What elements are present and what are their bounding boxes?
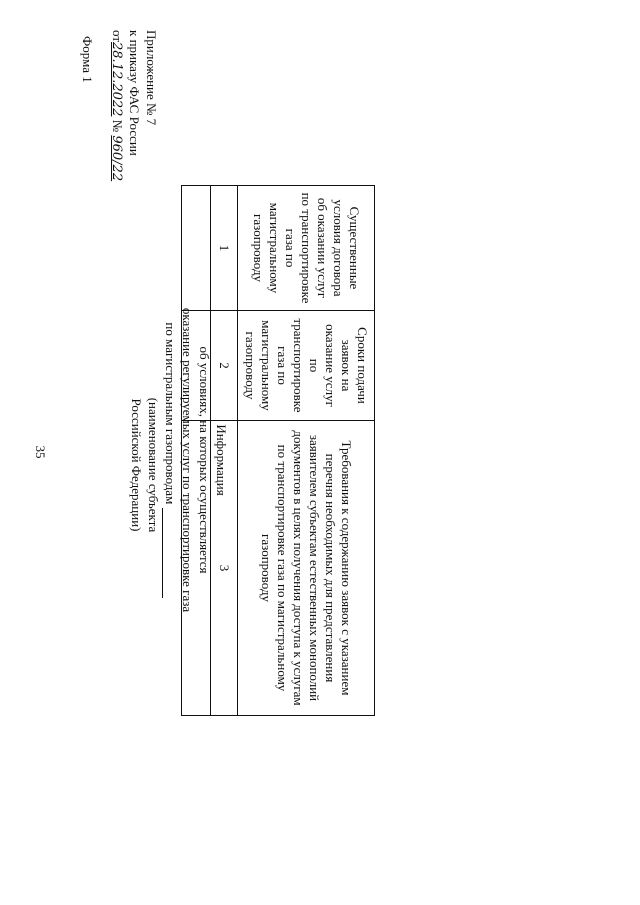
order-prefix: от: [110, 30, 125, 43]
subject-hint-1: (наименование субъекта: [146, 397, 161, 533]
column-number: 1: [211, 186, 238, 311]
appendix-line: Приложение № 7: [144, 30, 159, 126]
header-cell: Требования к содержанию заявок с указанием перечня необходимых для представления заявителем субъектам естественных монополий документов в целях получения доступа к услугам по транспортировке газа по магистральному газопроводу: [238, 421, 375, 716]
table-number-row: [211, 186, 238, 716]
title-line-2: об условиях, на которых осуществляется: [197, 346, 212, 574]
table-header-row: [238, 186, 375, 716]
order-number: 960/22: [109, 135, 124, 182]
title-line-1: Информация: [214, 424, 229, 496]
column-number: 2: [211, 311, 238, 421]
order-reference: к приказу ФАС России: [127, 30, 142, 156]
subject-blank: [162, 508, 175, 598]
subject-hint-2: Российской Федерации): [129, 398, 144, 532]
appendix-block: [79, 30, 160, 230]
header-cell: Сроки подачи заявок на оказание услуг по транспортировке газа по магистральному газопроводу: [238, 311, 375, 421]
header-cell: Существенные условия договора об оказании услуг по транспортировке газа по магистральному газопроводу: [238, 186, 375, 311]
table-row: [182, 186, 211, 716]
order-date-number: [108, 30, 126, 230]
table-cell[interactable]: [182, 421, 211, 716]
table-cell[interactable]: [182, 311, 211, 421]
title-line-4: [162, 280, 179, 640]
page-number: 35: [33, 445, 48, 459]
form-label: Форма 1: [80, 36, 95, 83]
order-date: 28.12.2022: [109, 42, 124, 117]
info-table: [181, 185, 375, 716]
title-line-4-text: по магистральным газопроводам: [163, 322, 178, 505]
order-number-label: №: [110, 119, 125, 133]
column-number: 3: [211, 421, 238, 716]
table-cell[interactable]: [182, 186, 211, 311]
title-line-3: оказание регулируемых услуг по транспортировке газа: [180, 307, 195, 613]
